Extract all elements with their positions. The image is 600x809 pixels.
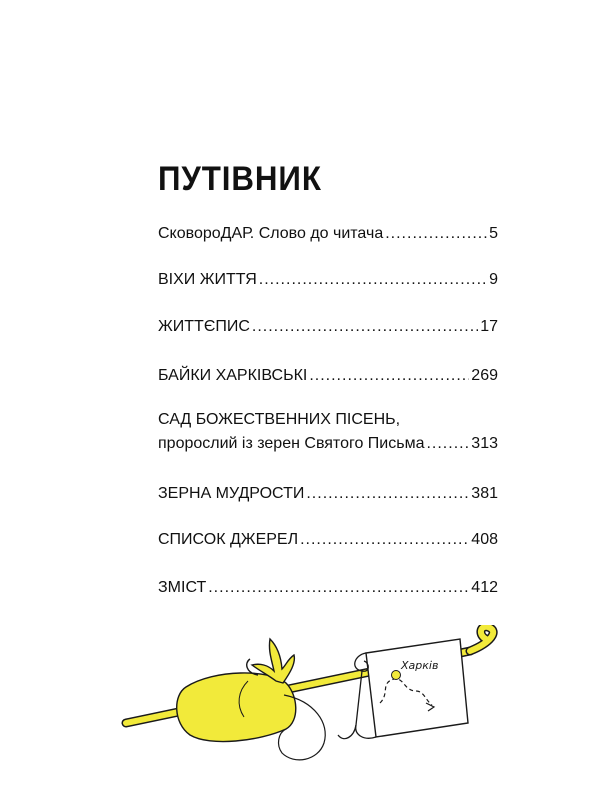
toc-entry-label: ЗМІСТ [158, 579, 207, 596]
toc-dot-leader [208, 578, 469, 598]
toc-entry-spysok-dzherel[interactable] [158, 530, 498, 550]
toc-entry-label: ЖИТТЄПИС [158, 318, 250, 335]
toc-page-number: 17 [480, 318, 498, 335]
toc-page-number: 408 [471, 531, 498, 548]
toc-page-number: 381 [471, 485, 498, 502]
toc-dot-leader [300, 530, 469, 550]
bindle-and-map-illustration [118, 625, 538, 775]
toc-entry-skovorodar[interactable] [158, 224, 498, 244]
map-city-label: Харків [401, 659, 439, 672]
toc-dot-leader [309, 366, 469, 386]
toc-entry-label: ЗЕРНА МУДРОСТИ [158, 485, 305, 502]
toc-dot-leader [252, 317, 478, 337]
toc-page-number: 269 [471, 367, 498, 384]
toc-dot-leader [306, 484, 469, 504]
toc-page-number: 5 [489, 225, 498, 242]
scroll-map-icon [338, 639, 468, 739]
toc-dot-leader [385, 224, 487, 244]
toc-entry-label: пророслий із зерен Святого Письма [158, 435, 425, 452]
toc-entry-sad-bozhestvennykh-pisen[interactable] [158, 410, 498, 454]
page-title: ПУТІВНИК [158, 160, 322, 198]
toc-page-number: 313 [471, 435, 498, 452]
toc-entry-baiky[interactable] [158, 366, 498, 386]
toc-entry-label-line1: САД БОЖЕСТВЕННИХ ПІСЕНЬ, [158, 411, 401, 428]
toc-entry-label: ВІХИ ЖИТТЯ [158, 271, 257, 288]
toc-entry-zhyttiepys[interactable] [158, 317, 498, 337]
toc-entry-label: СковороДАР. Слово до читача [158, 225, 384, 242]
bindle-bag-icon [177, 639, 326, 760]
toc-entry-zerna-mudrosty[interactable] [158, 484, 498, 504]
toc-dot-leader [426, 434, 469, 454]
toc-dot-leader [259, 270, 487, 290]
toc-entry-label: СПИСОК ДЖЕРЕЛ [158, 531, 299, 548]
toc-page-number: 412 [471, 579, 498, 596]
toc-entry-zmist[interactable] [158, 578, 498, 598]
toc-page-number: 9 [489, 271, 498, 288]
toc-entry-label: БАЙКИ ХАРКІВСЬКІ [158, 367, 308, 384]
toc-entry-vikhy-zhyttia[interactable] [158, 270, 498, 290]
